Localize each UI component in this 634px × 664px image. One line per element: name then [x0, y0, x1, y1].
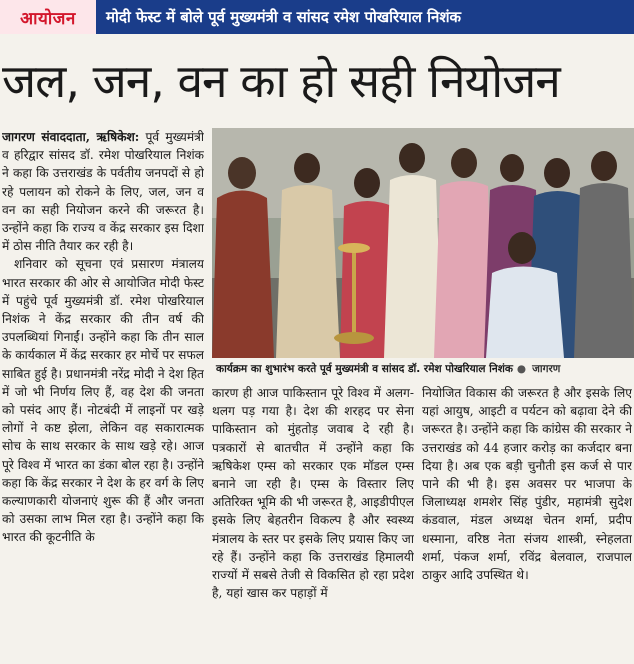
photo-caption — [212, 359, 634, 379]
paragraph-2: शनिवार को सूचना एवं प्रसारण मंत्रालय भारत सरकार की ओर से आयोजित मोदी फेस्ट में पहुंचे पूर्व मुख्यमंत्री डॉ. रमेश पोखरियाल निशंक ने केंद्र सरकार की तीन वर्ष की उपलब्धियां गिनाईं। उन्होंने कहा कि तीन साल के कार्यकाल में केंद्र सरकार हर मोर्चे पर सफल साबित हुई है। प्रधानमंत्री नरेंद्र मोदी ने देश हित में जो भी निर्णय लिए हैं, वह देश की जनता को पसंद आए हैं। नोटबंदी में लाइनों पर खड़े लोगों ने कष्ट झेला, लेकिन वह सकारात्मक सोच के साथ सरकार के साथ खड़े रहे। आज पूरे विश्व में भारत का डंका बोल रहा है। उन्होंने कहा कि केंद्र सरकार ने देश के हर वर्ग के लिए कल्याणकारी योजनाएं शुरू की हैं और जनता को उसका लाभ मिल रहा है। उन्होंने कहा कि भारत की कूटनीति के — [2, 257, 204, 545]
paragraph-1 — [2, 128, 204, 255]
article-column-2 — [212, 384, 414, 664]
photo-credit: जागरण — [532, 363, 561, 375]
article-column-3 — [422, 384, 632, 664]
column-2-text: कारण ही आज पाकिस्तान पूरे विश्व में अलग-थलग पड़ गया है। देश की शरहद पर सेना पाकिस्तान को मुंहतोड़ जवाब दे रही है। पत्रकारों से बातचीत में उन्होंने कहा कि ऋषिकेश एम्स को सरकार एक मॉडल एम्स बनाने जा रही है। एम्स के विस्तार लिए अतिरिक्त भूमि की भी जरूरत है, आइडीपीएल इसके लिए बेहतरीन विकल्प है और स्वस्थ्य मंत्रालय के स्तर पर इसके लिए प्रयास किए जा रहे हैं। उन्होंने कहा कि उत्तराखंड हिमालयी राज्यों में सबसे तेजी से विकसित हो रहा प्रदेश है, यहां खास कर पहाड़ों में — [212, 386, 414, 601]
caption-text: कार्यक्रम का शुभारंभ करते पूर्व मुख्यमंत्री व सांसद डॉ. रमेश पोखरियाल निशंक — [216, 363, 513, 375]
paragraph-1-text: पूर्व मुख्यमंत्री व हरिद्वार सांसद डॉ. रमेश पोखरियाल निशंक ने कहा कि उत्तराखंड के पर्वतीय जनपदों से हो रहे पलायन को रोकने के लिए, जल, जन व वन का सही नियोजन करने की जरूरत है। उन्होंने कहा कि राज्य व केंद्र सरकार इस दिशा में ठोस नीति तैयार कर रही है। — [2, 130, 204, 254]
credit-dot-icon: ● — [516, 363, 527, 375]
dateline: जागरण संवाददाता, ऋषिकेश: — [2, 130, 140, 144]
event-photo — [212, 128, 634, 358]
main-headline: जल, जन, वन का हो सही नियोजन — [2, 54, 560, 108]
photo-illustration — [212, 128, 634, 358]
kicker-headline: मोदी फेस्ट में बोले पूर्व मुख्यमंत्री व सांसद रमेश पोखरियाल निशंक — [96, 0, 634, 34]
section-tag: आयोजन — [0, 0, 96, 34]
column-3-text: नियोजित विकास की जरूरत है और इसके लिए यहां आयुष, आइटी व पर्यटन को बढ़ावा देने की जरूरत है। उन्होंने कहा कि कांग्रेस की सरकार ने उत्तराखंड को 44 हजार करोड़ का कर्जदार बना दिया है। अब एक बड़ी चुनौती इस कर्ज से पार पाने की भी है। इस अवसर पर भाजपा के जिलाध्यक्ष शमशेर सिंह पुंडीर, महामंत्री सुदेश कंडवाल, मंडल अध्यक्ष चेतन शर्मा, प्रदीप धस्माना, वरिष्ठ नेता संजय शास्त्री, स्नेहलता शर्मा, पंकज शर्मा, रविंद्र बेलवाल, राजपाल ठाकुर आदि उपस्थित थे। — [422, 386, 632, 583]
top-bar — [0, 0, 634, 34]
article-column-1 — [2, 128, 204, 664]
